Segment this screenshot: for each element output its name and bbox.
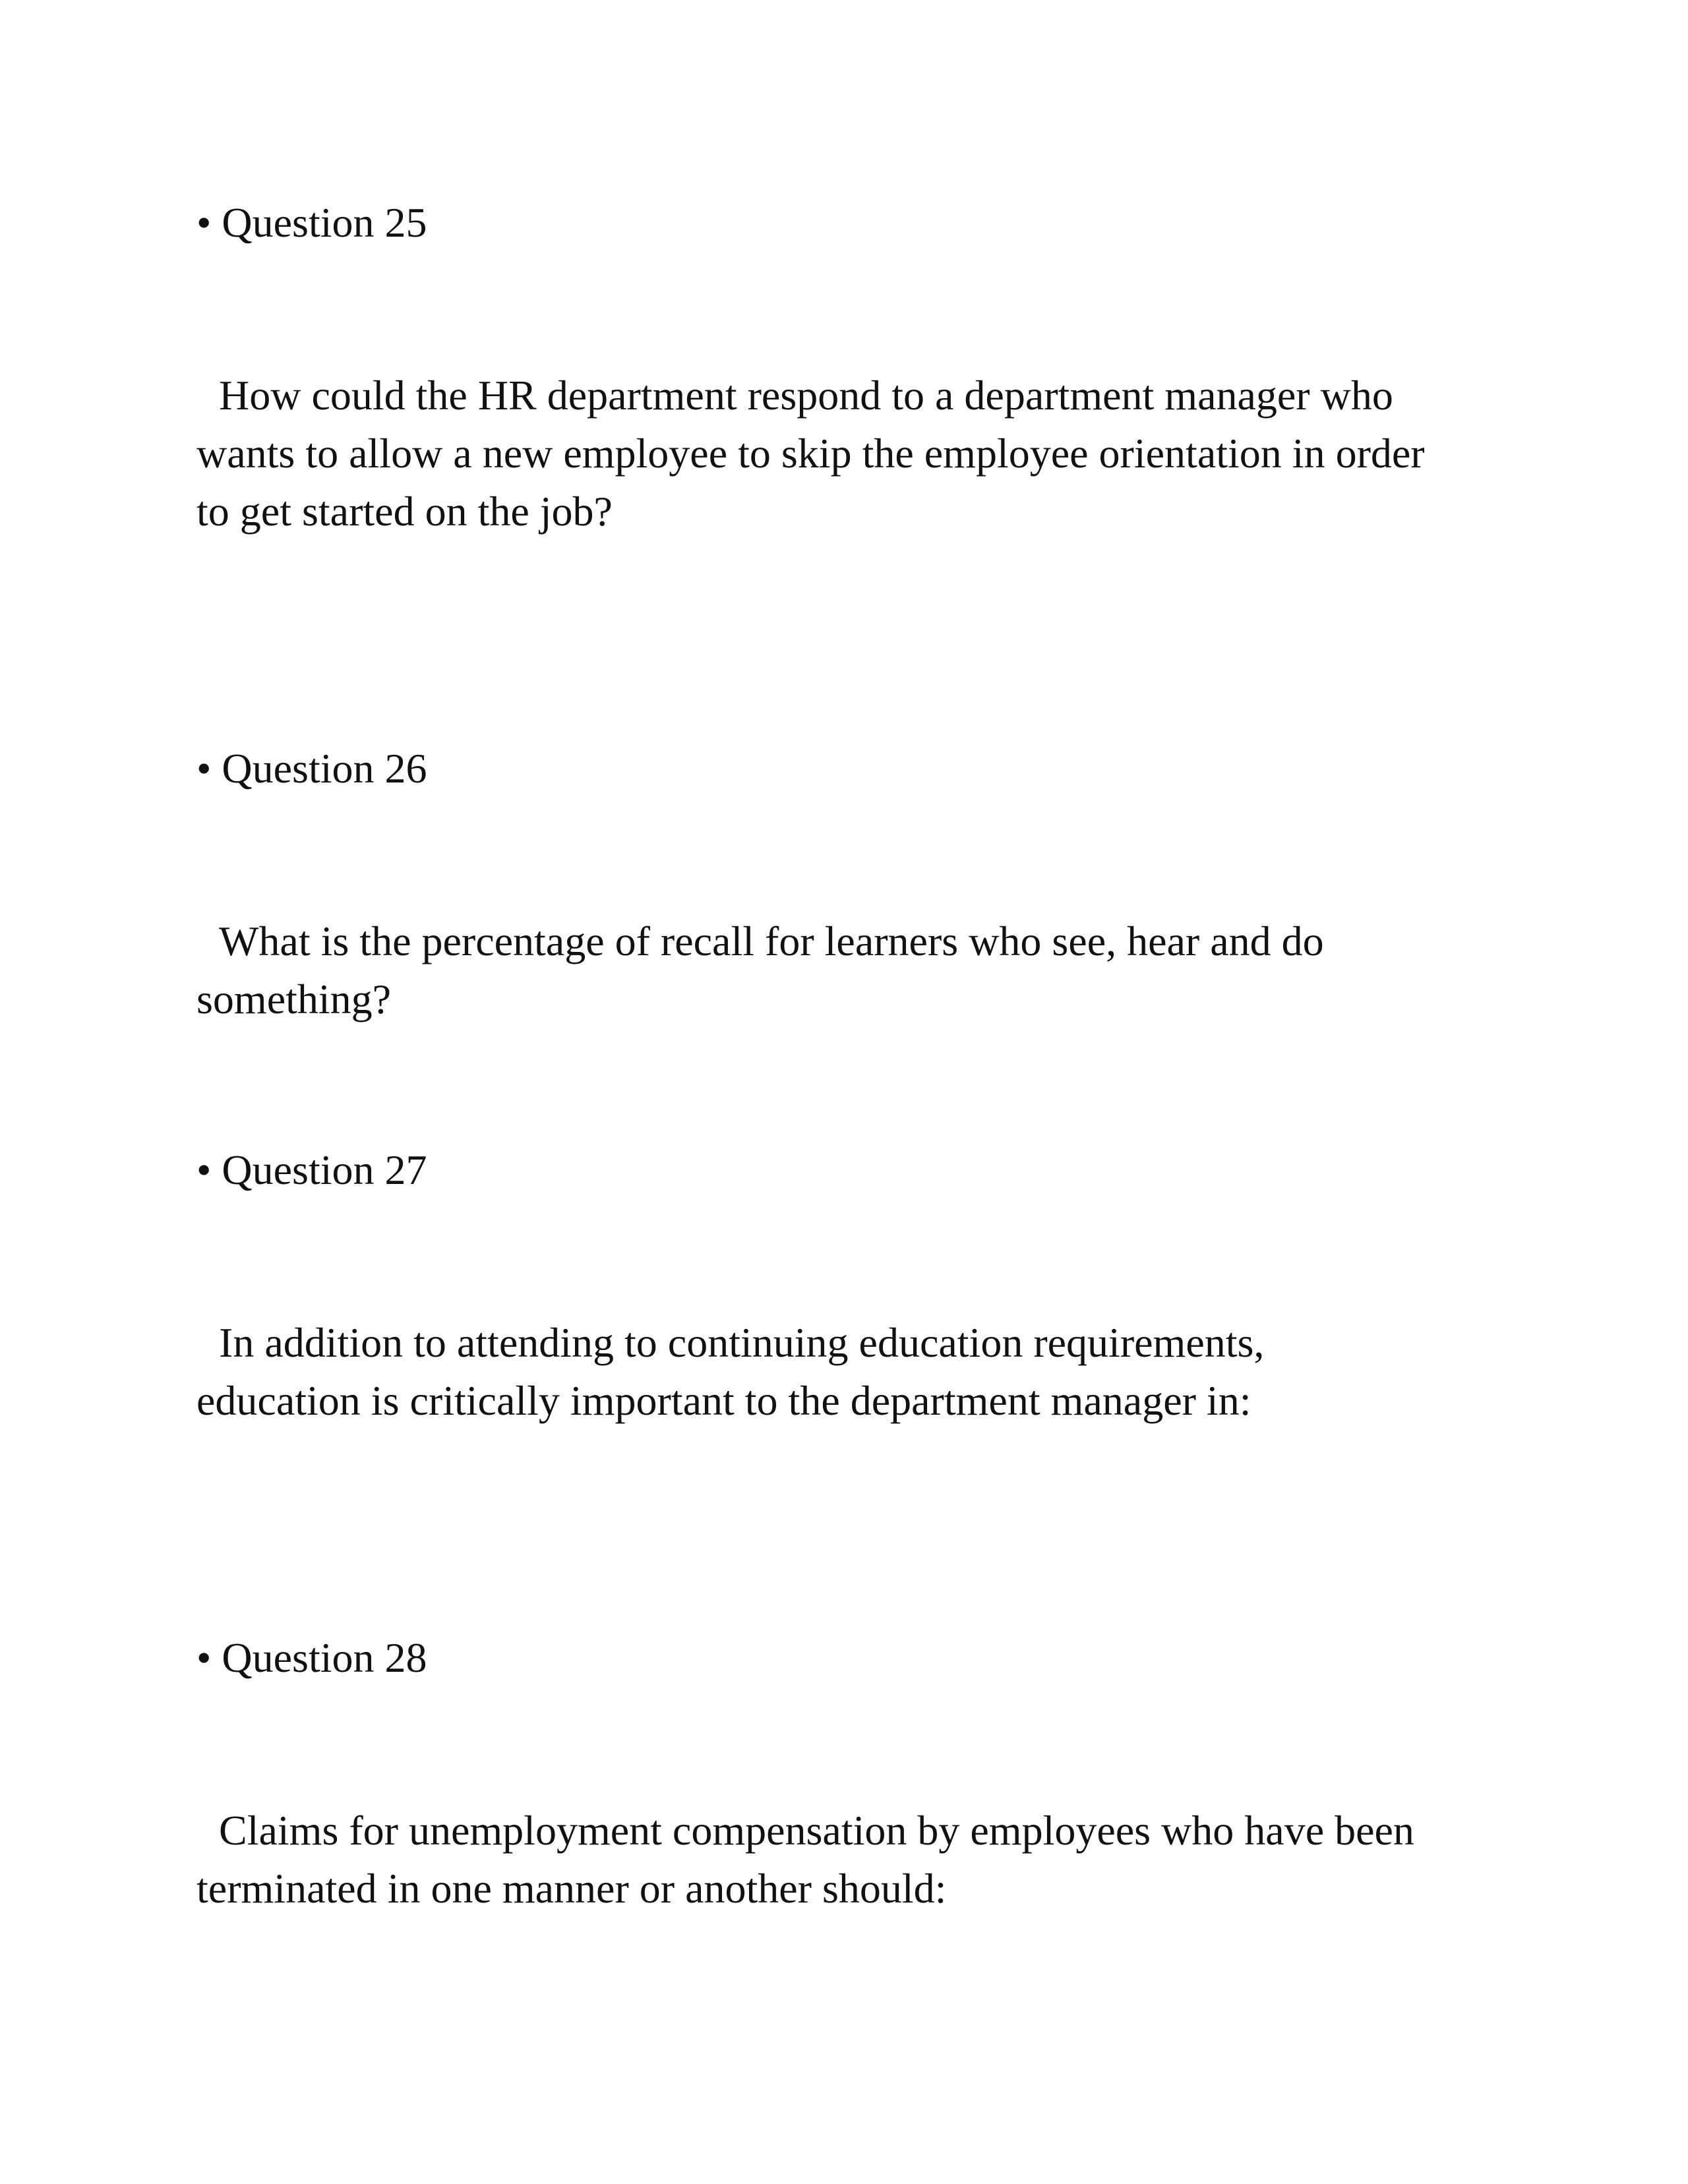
- question-28-text: Claims for unemployment compensation by employees who have been terminated in one manner or another should:: [196, 1807, 1414, 1912]
- question-25-heading: • Question 25: [196, 199, 427, 246]
- question-27-heading: • Question 27: [196, 1146, 427, 1193]
- question-28-heading: • Question 28: [196, 1634, 427, 1681]
- question-25-text: How could the HR department respond to a department manager who wants to allow a new employee to skip the employee orientation in order to get started on the job?: [196, 372, 1425, 535]
- question-27-text: In addition to attending to continuing education requirements, education is critically important to the department manager in:: [196, 1319, 1265, 1424]
- question-26-heading: • Question 26: [196, 745, 427, 792]
- question-26-text: What is the percentage of recall for learners who see, hear and do something?: [196, 918, 1324, 1022]
